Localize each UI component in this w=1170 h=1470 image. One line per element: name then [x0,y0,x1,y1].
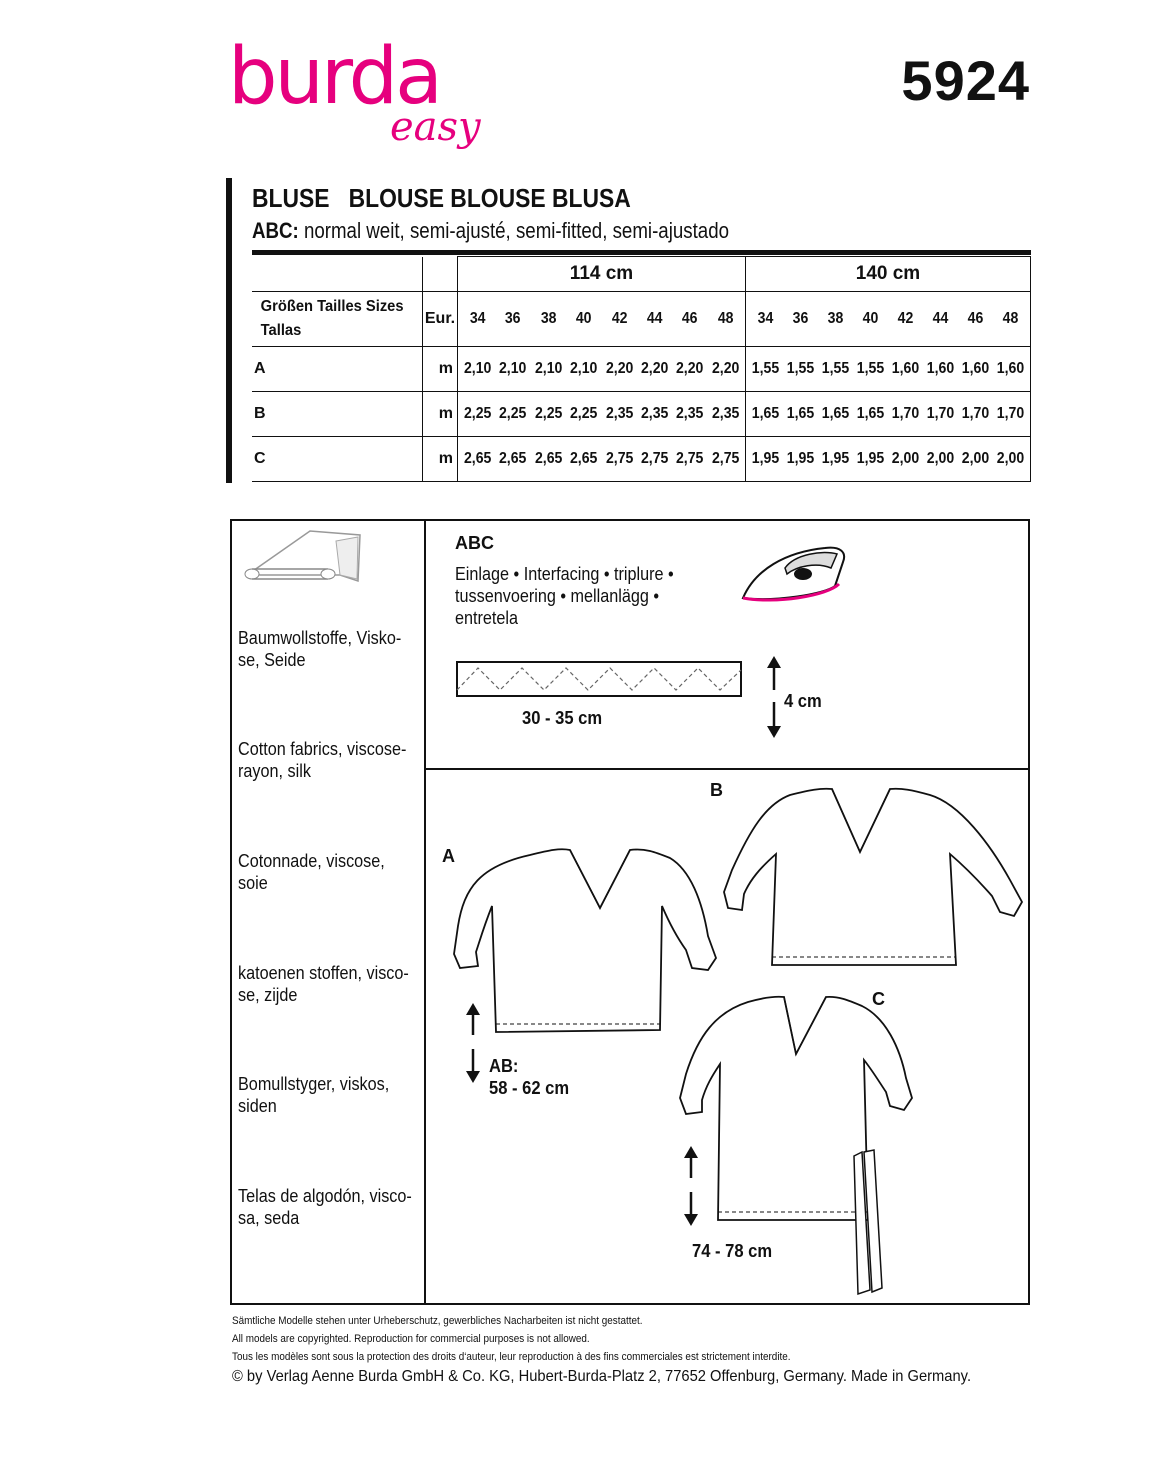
yardage-value: 1,65 [751,405,780,422]
size-40: 40 [575,310,592,327]
size-42: 42 [897,310,914,327]
yardage-value: 1,55 [786,360,815,377]
yardage-value: 1,60 [961,360,990,377]
fabric-nl-1: katoenen stoffen, visco- [238,963,409,983]
copyright-en: All models are copyrighted. Reproduction for commercial purposes is not allowed. [232,1333,590,1345]
size-48: 48 [717,310,734,327]
interfacing-line-2: tussenvoering • mellanlägg • [455,586,660,606]
yardage-row [252,392,1031,437]
interfacing-strip-diagram [456,660,746,700]
yardage-value: 2,10 [499,360,527,377]
fit-description [252,218,729,244]
amounts-w140 [746,392,1031,437]
logo-sub: easy [390,104,481,150]
interfacing-text [455,563,674,629]
publisher-copyright: © by Verlag Aenne Burda GmbH & Co. KG, Hubert-Burda-Platz 2, 77652 Offenburg, Germany. Made in Germany. [232,1368,972,1385]
sizes-114 [458,292,746,347]
yardage-value: 2,65 [570,450,598,467]
size-48: 48 [1002,310,1019,327]
fit-text: normal weit, semi-ajusté, semi-fitted, semi-ajustado [298,218,729,243]
yardage-value: 2,75 [711,450,740,467]
fabric-de-2: se, Seide [238,650,306,670]
size-36: 36 [505,310,521,327]
size-34: 34 [469,310,486,327]
yardage-value: 1,60 [891,360,920,377]
garment-title: BLUSE BLOUSE BLOUSE BLUSA [252,183,631,213]
section-bar [226,178,232,483]
fabric-fr [238,850,385,894]
view-label: A [252,347,423,392]
yardage-value: 2,20 [640,360,669,377]
fabric-roll-icon [240,525,370,587]
size-44: 44 [646,310,663,327]
size-header-label [259,292,416,347]
yardage-value: 2,10 [463,360,492,377]
interfacing-views-label: ABC [455,533,494,553]
yardage-value: 1,55 [821,360,850,377]
fabric-es-1: Telas de algodón, visco- [238,1186,412,1206]
amounts-w114 [458,437,746,482]
yardage-value: 2,25 [534,405,563,422]
view-b-drawing [720,780,1030,975]
size-38: 38 [827,310,844,327]
fabric-es-2: sa, seda [238,1208,300,1228]
yardage-value: 2,00 [891,450,920,467]
size-label-text: Größen Tailles Sizes Tallas [260,298,404,339]
yardage-value: 2,65 [463,450,492,467]
fabric-en-1: Cotton fabrics, viscose- [238,739,407,759]
unit-label: m [423,347,458,392]
amounts-w114 [458,392,746,437]
yardage-value: 2,25 [499,405,527,422]
yardage-value: 2,20 [605,360,633,377]
interfacing-length: 30 - 35 cm [522,708,603,728]
table-top-rule [252,250,1031,255]
fabric-nl [238,962,409,1006]
fabric-en-2: rayon, silk [238,761,311,781]
fabric-nl-2: se, zijde [238,985,298,1005]
yardage-value: 2,35 [711,405,740,422]
size-38: 38 [540,310,557,327]
unit-label: m [423,392,458,437]
yardage-value: 1,65 [856,405,885,422]
fabric-de-1: Baumwollstoffe, Visko- [238,628,402,648]
yardage-value: 1,55 [751,360,780,377]
yardage-value: 2,00 [926,450,955,467]
amounts-w114 [458,347,746,392]
view-label: B [252,392,423,437]
yardage-value: 1,70 [926,405,955,422]
size-40: 40 [862,310,879,327]
yardage-value: 1,70 [961,405,990,422]
width-140-header: 140 cm [746,257,1031,292]
logo-brand: burda [228,32,440,122]
blank-cell [423,257,458,292]
yardage-value: 1,65 [821,405,850,422]
yardage-table [252,256,1031,482]
interfacing-width: 4 cm [784,691,822,711]
yardage-value: 2,65 [534,450,563,467]
sizes-140 [746,292,1031,347]
yardage-value: 2,10 [534,360,563,377]
yardage-value: 1,60 [996,360,1025,377]
size-34: 34 [757,310,774,327]
box-divider [426,768,1030,770]
yardage-value: 1,95 [786,450,815,467]
view-label: C [252,437,423,482]
ab-length: 58 - 62 cm [489,1078,570,1098]
yardage-value: 1,65 [786,405,815,422]
c-length: 74 - 78 cm [692,1241,773,1261]
yardage-value: 2,25 [463,405,492,422]
view-a-label: A [442,846,455,866]
fabric-en [238,738,406,782]
fabric-sv-1: Bomullstyger, viskos, [238,1074,390,1094]
yardage-value: 2,00 [961,450,990,467]
yardage-value: 2,75 [640,450,669,467]
length-arrow-c-icon [681,1146,701,1226]
fabric-de [238,627,401,671]
yardage-value: 2,75 [605,450,633,467]
copyright-de: Sämtliche Modelle stehen unter Urheberschutz, gewerbliches Nacharbeiten ist nicht gestattet. [232,1315,643,1327]
copyright-fr: Tous les modèles sont sous la protection des droits d‘auteur, leur reproduction à des fins commerciales est strictement interdite. [232,1351,791,1363]
size-44: 44 [932,310,949,327]
width-114-header: 114 cm [458,257,746,292]
size-46: 46 [682,310,698,327]
yardage-value: 1,95 [821,450,850,467]
interfacing-line-3: entretela [455,608,519,628]
blank-cell [252,257,423,292]
interfacing-line-1: Einlage • Interfacing • triplure • [455,564,674,584]
yardage-value: 2,35 [605,405,633,422]
yardage-row [252,347,1031,392]
yardage-value: 1,55 [856,360,885,377]
yardage-value: 1,95 [751,450,780,467]
view-c-label: C [872,989,885,1009]
yardage-value: 2,25 [570,405,598,422]
fabric-sv-2: siden [238,1096,277,1116]
amounts-w140 [746,437,1031,482]
yardage-value: 1,70 [996,405,1025,422]
yardage-value: 2,35 [676,405,704,422]
eur-header: Eur. [423,292,458,347]
fabric-es [238,1185,412,1229]
yardage-value: 2,10 [570,360,598,377]
yardage-value: 1,60 [926,360,955,377]
size-36: 36 [792,310,809,327]
yardage-value: 2,35 [640,405,669,422]
view-b-label: B [710,780,723,800]
yardage-value: 2,20 [711,360,740,377]
amounts-w140 [746,347,1031,392]
ab-label: AB: [489,1056,519,1076]
yardage-value: 1,70 [891,405,920,422]
iron-icon [735,540,855,610]
yardage-row [252,437,1031,482]
unit-label: m [423,437,458,482]
size-42: 42 [611,310,628,327]
burda-easy-logo [228,32,498,168]
yardage-value: 2,75 [676,450,704,467]
length-arrow-ab-icon [463,1003,483,1083]
pattern-number: 5924 [901,49,1030,112]
fabric-fr-1: Cotonnade, viscose, [238,851,385,871]
yardage-value: 2,00 [996,450,1025,467]
yardage-value: 1,95 [856,450,885,467]
size-46: 46 [967,310,984,327]
yardage-value: 2,65 [499,450,527,467]
fabric-sv [238,1073,389,1117]
height-arrow-icon [764,656,784,738]
fit-prefix: ABC: [252,218,299,243]
tie-belt-drawing [848,1148,888,1298]
yardage-value: 2,20 [676,360,704,377]
fabric-fr-2: soie [238,873,268,893]
